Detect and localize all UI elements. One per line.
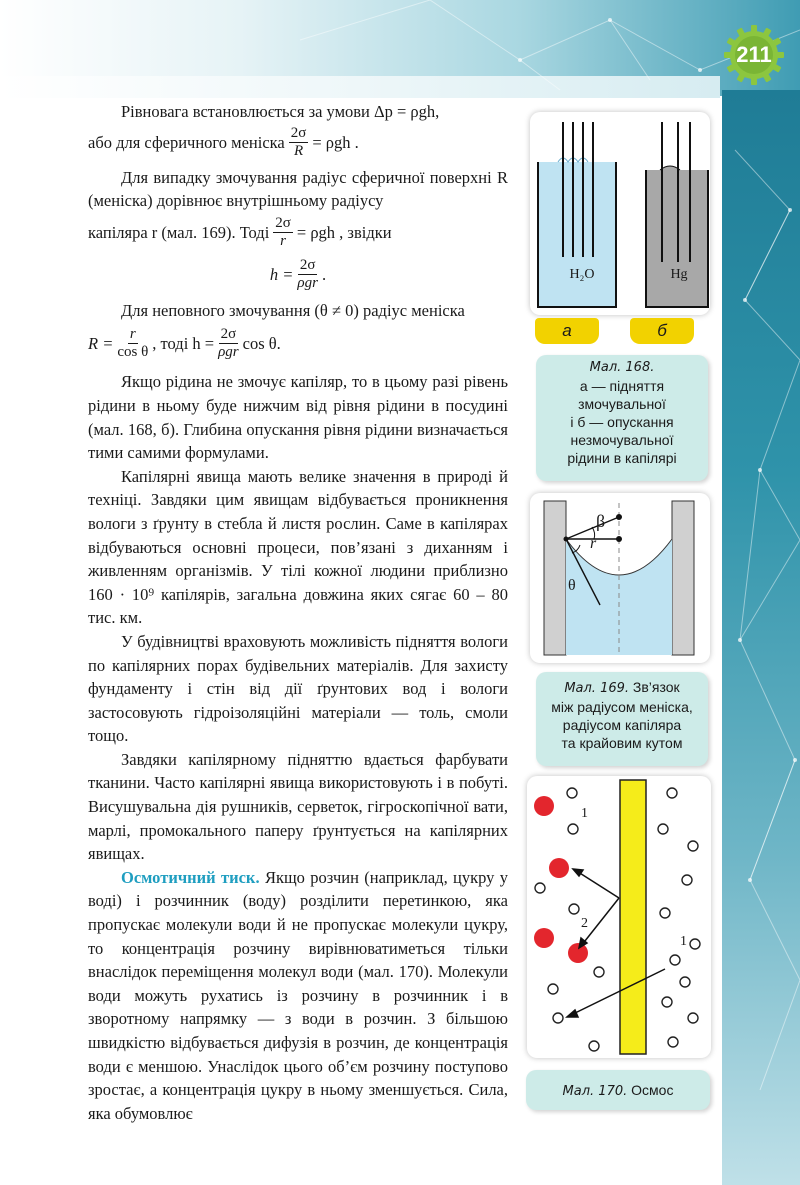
fraction-2sigma-R (289, 125, 309, 160)
paragraph-wetting: Для випадку змочування радіус сферичної поверхні R (меніска) дорівнює внутрішньому радіусу (88, 167, 508, 211)
caption-line: Зв’язок (632, 679, 680, 695)
caption-line: та крайовим кутом (561, 735, 683, 751)
side-band (722, 90, 800, 1185)
numerator: 2σ (290, 125, 307, 142)
figure-169 (530, 493, 710, 663)
equation-lead: або для сферичного меніска (88, 132, 285, 152)
paragraph-partial-wetting: Для неповного змочування (θ ≠ 0) радіус меніска (121, 300, 465, 320)
equation-capillary (88, 213, 508, 253)
fraction-2sigma-rhogr (297, 257, 318, 292)
numerator: 2σ (275, 215, 291, 232)
caption-168 (536, 355, 708, 481)
caption-line: радіусом капіляра (562, 717, 682, 733)
label-r: r (590, 535, 597, 552)
header-shelf (0, 76, 720, 98)
tag-b: б (630, 318, 694, 344)
figure-168 (530, 112, 710, 315)
caption-text: Осмос (631, 1082, 674, 1098)
caption-line: між радіусом меніска, (551, 699, 693, 715)
equation-rhs: = ρgh , звідки (296, 222, 392, 242)
capillary-diagram (530, 112, 710, 315)
paragraph-dyeing: Завдяки капілярному підняттю вдається фарбувати тканини. Часто капілярні явища використовують і в побуті. Висушувальна дія рушників, серветок, гігроскопічної вати, марлі, промокального паперу ґрунтується на капілярних явищах. (88, 749, 508, 864)
equation-lhs: R = (88, 333, 114, 353)
osmosis-text: Якщо розчин (наприклад, цукру у воді) і розчинник (воду) розділити перетинкою, яка пропускає молекули води й не пропускає молекули цукру, то концентрація розчину вирівнюватиметься тільки внаслідок переміщення молекул води (мал. 170). Молекули води можуть рухатись із розчину в розчинник і в зворотному напрямку — з води в розчин. З більшою швидкістю відбувається дифузія в розчин, де концентрація води є меншою. Унаслідок цього об’єм розчину поступово зростає, а концентрація цукру в ньому зменшується. Сила, яка обумовлює (88, 867, 509, 1123)
paragraph-non-wetting: Якщо рідина не змочує капіляр, то в цьому разі рівень рідини в ньому буде нижчим від рівня рідини в посудині (мал. 168, б). Глибина опускання рівня рідини визначається тими самими формулами. (88, 372, 508, 463)
label-h2o: H₂O (569, 267, 595, 282)
numerator: 2σ (220, 325, 237, 342)
equation-tail: cos θ. (242, 333, 281, 353)
paragraph-nature: Капілярні явища мають велике значення в природі й техніці. Завдяки цим явищам відбувається проникнення вологи з ґрунту в стебла й листя рослин. Саме в капілярах відбуваються основні процеси, пов’язані з диханням і живленням організмів. У тілі кожної людини приблизно 160 · 10⁹ капілярів, загальна довжина яких сягає 60 – 80 тис. км. (88, 466, 508, 628)
meniscus-diagram (530, 493, 710, 663)
paragraph-osmosis (88, 866, 508, 1126)
fraction-2sigma-r (273, 215, 293, 250)
equation-mid: , тоді h = (152, 333, 215, 353)
equation-dot: . (321, 264, 327, 284)
label-1-top: 1 (581, 806, 588, 821)
caption-169 (536, 672, 708, 766)
label-1-bottom: 1 (680, 934, 687, 949)
caption-line: а — підняття (579, 378, 665, 394)
caption-line: незмочувальної (570, 432, 674, 448)
label-theta: θ (568, 577, 576, 594)
denominator: r (280, 233, 287, 250)
fraction-2sigma-rhogr (218, 326, 239, 361)
denominator: ρgr (297, 275, 318, 292)
fraction-r-cos (117, 326, 148, 361)
caption-line: рідини в капілярі (567, 450, 677, 466)
page-number: 211 (736, 42, 772, 67)
equation-lead: капіляра r (мал. 169). Тоді (88, 222, 270, 242)
denominator: R (293, 143, 304, 160)
caption-number: Мал. 170. (562, 1084, 628, 1099)
equation-rhs: = ρgh . (312, 132, 359, 152)
caption-170 (526, 1070, 710, 1110)
numerator: r (129, 325, 136, 342)
numerator: 2σ (299, 257, 316, 274)
caption-number: Мал. 169. (564, 681, 630, 696)
section-title: Осмотичний тиск. (121, 867, 260, 887)
denominator: cos θ (117, 343, 149, 360)
label-hg: Hg (670, 267, 688, 282)
equation-lhs: h = (269, 264, 294, 284)
caption-number: Мал. 168. (589, 360, 655, 375)
caption-line: змочувальної (578, 396, 666, 412)
label-2: 2 (581, 916, 588, 931)
label-beta: β (596, 511, 606, 531)
equation-height (88, 253, 508, 297)
paragraph-equilibrium: Рівновага встановлюється за умови Δp = ρgh, (121, 102, 440, 121)
paragraph-construction: У будівництві враховують можливість підняття вологи по капілярних порах будівельних матеріалів. Для захисту фундаменту і стін від дії ґрунтових вод і вологи застосовують гідроізоляційні матеріали — толь, смоли тощо. (88, 631, 508, 746)
osmosis-diagram (527, 776, 711, 1058)
denominator: ρgr (218, 343, 239, 360)
figure-170 (527, 776, 711, 1058)
tag-a: а (535, 318, 599, 344)
page-number-badge (724, 25, 784, 85)
equation-radius (88, 322, 508, 364)
text-column (88, 100, 508, 1125)
equation-spherical (88, 124, 508, 162)
caption-line: і б — опускання (570, 414, 674, 430)
